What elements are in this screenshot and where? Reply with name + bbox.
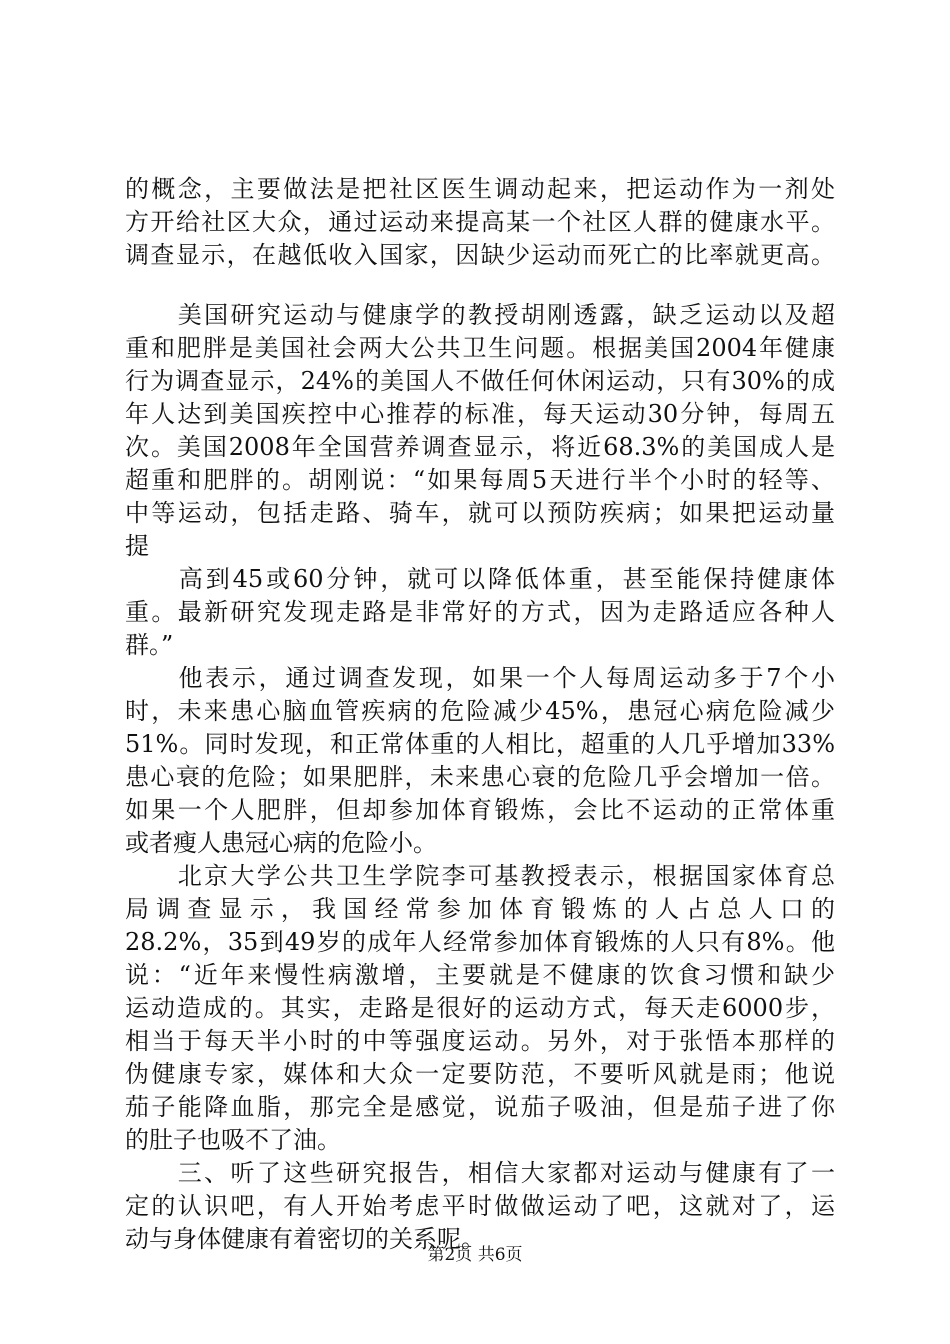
text-line: 运动造成的。其实，走路是很好的运动方式，每天走6000步， [125, 994, 835, 1022]
text-line: 北京大学公共卫生学院李可基教授表示，根据国家体育总 [125, 862, 835, 890]
text-line: 调查显示，在越低收入国家，因缺少运动而死亡的比率就更高。 [125, 241, 835, 269]
text-line: 时，未来患心脑血管疾病的危险减少45%，患冠心病危险减少 [125, 697, 835, 725]
text-line: 群。” [125, 631, 174, 659]
text-line: 重。最新研究发现走路是非常好的方式，因为走路适应各种人 [125, 598, 835, 626]
text-line: 年人达到美国疾控中心推荐的标准，每天运动30分钟，每周五 [125, 400, 835, 428]
text-line: 的肚子也吸不了油。 [125, 1126, 341, 1154]
text-line: 的概念，主要做法是把社区医生调动起来，把运动作为一剂处 [125, 175, 835, 203]
text-line: 伪健康专家，媒体和大众一定要防范，不要听风就是雨；他说 [125, 1060, 835, 1088]
text-line: 或者瘦人患冠心病的危险小。 [125, 829, 437, 857]
text-line: 超重和肥胖的。胡刚说：“如果每周5天进行半个小时的轻等、 [125, 466, 835, 494]
text-line: 次。美国2008年全国营养调查显示，将近68.3%的美国成人是 [125, 433, 835, 461]
text-line: 说：“近年来慢性病激增，主要就是不健康的饮食习惯和缺少 [125, 961, 835, 989]
text-line: 如果一个人肥胖，但却参加体育锻炼，会比不运动的正常体重 [125, 796, 835, 824]
text-line: 行为调查显示，24%的美国人不做任何休闲运动，只有30%的成 [125, 367, 835, 395]
text-line: 患心衰的危险；如果肥胖，未来患心衰的危险几乎会增加一倍。 [125, 763, 835, 791]
text-line: 美国研究运动与健康学的教授胡刚透露，缺乏运动以及超 [125, 301, 835, 329]
text-line: 定的认识吧，有人开始考虑平时做做运动了吧，这就对了，运 [125, 1192, 835, 1220]
text-line: 高到45或60分钟，就可以降低体重，甚至能保持健康体 [125, 565, 835, 593]
text-line: 51%。同时发现，和正常体重的人相比，超重的人几乎增加33% [125, 730, 835, 758]
text-line: 茄子能降血脂，那完全是感觉，说茄子吸油，但是茄子进了你 [125, 1093, 835, 1121]
text-line: 方开给社区大众，通过运动来提高某一个社区人群的健康水平。 [125, 208, 835, 236]
text-line: 相当于每天半小时的中等强度运动。另外，对于张悟本那样的 [125, 1027, 835, 1055]
text-line: 中等运动，包括走路、骑车，就可以预防疾病；如果把运动量 [125, 499, 835, 527]
page-footer: 第2页 共6页 [427, 1245, 523, 1265]
text-line: 三、听了这些研究报告，相信大家都对运动与健康有了一 [125, 1159, 835, 1187]
text-line: 提 [125, 532, 149, 560]
text-line: 局调查显示，我国经常参加体育锻炼的人占总人口的 [125, 895, 835, 923]
text-line: 重和肥胖是美国社会两大公共卫生问题。根据美国2004年健康 [125, 334, 835, 362]
text-line: 28.2%，35到49岁的成年人经常参加体育锻炼的人只有8%。他 [125, 928, 835, 956]
text-line: 他表示，通过调查发现，如果一个人每周运动多于7个小 [125, 664, 835, 692]
text-line: 动与身体健康有着密切的关系呢。 [125, 1225, 485, 1253]
